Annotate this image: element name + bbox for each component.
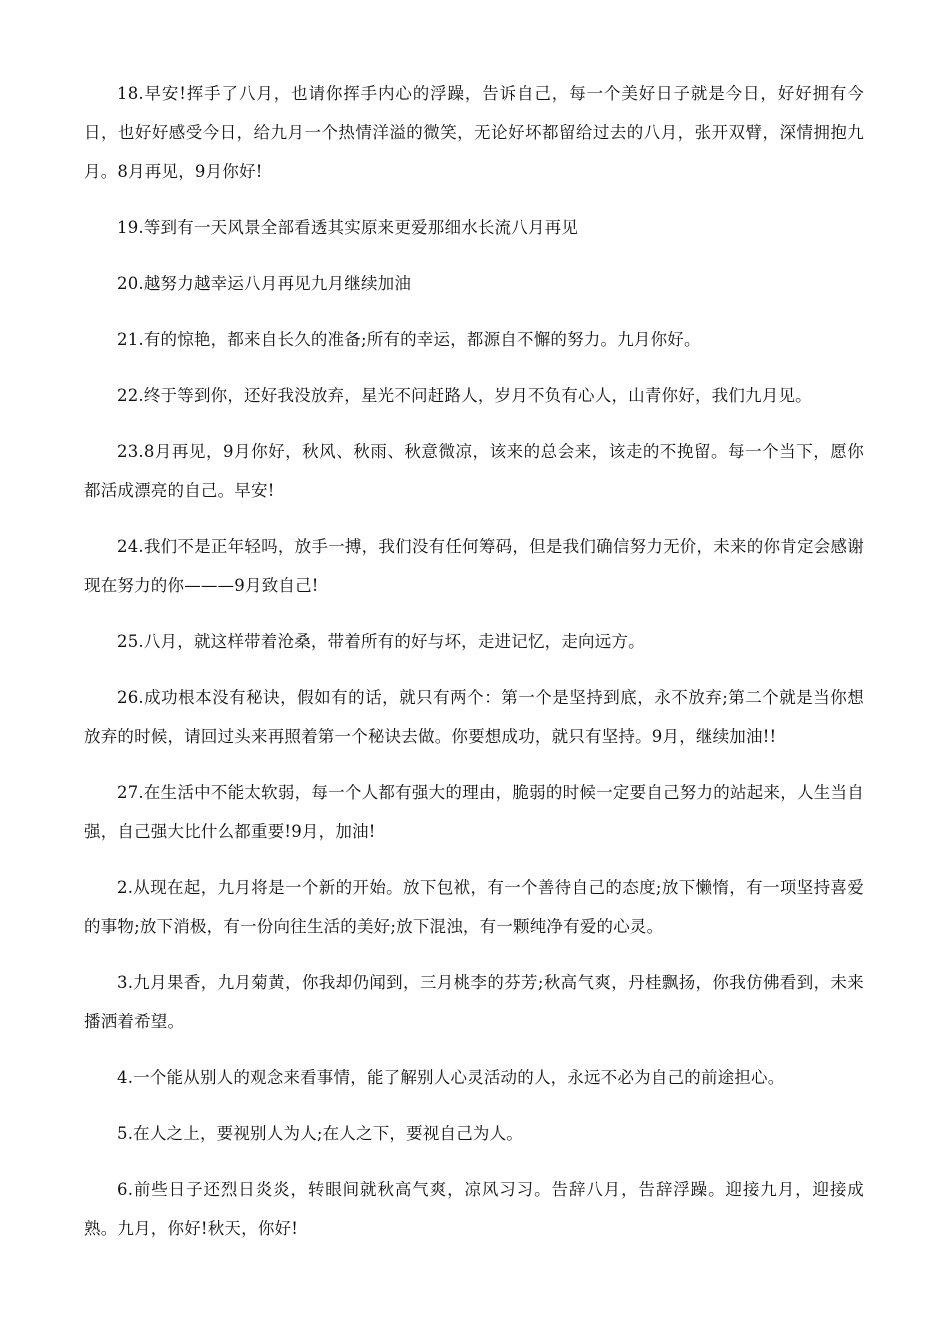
document-body [84,74,864,1265]
paragraph-18: 18.早安!挥手了八月，也请你挥手内心的浮躁，告诉自己，每一个美好日子就是今日，好好拥有今日，也好好感受今日，给九月一个热情洋溢的微笑，无论好坏都留给过去的八月，张开双臂，深情拥抱九月。8月再见，9月你好! [84,84,864,181]
paragraph-5: 5.在人之上，要视别人为人;在人之下，要视自己为人。 [117,1124,524,1143]
paragraph-25: 25.八月，就这样带着沧桑，带着所有的好与坏，走进记忆，走向远方。 [117,632,645,651]
paragraph-19: 19.等到有一天风景全部看透其实原来更爱那细水长流八月再见 [117,218,579,237]
paragraph-20: 20.越努力越幸运八月再见九月继续加油 [117,274,412,293]
paragraph-22: 22.终于等到你，还好我没放弃，星光不问赶路人，岁月不负有心人，山青你好，我们九月见。 [117,386,812,405]
paragraph-3: 3.九月果香，九月菊黄，你我却仍闻到，三月桃李的芬芳;秋高气爽，丹桂飘扬，你我仿佛看到，未来播洒着希望。 [84,973,864,1031]
paragraph-6: 6.前些日子还烈日炎炎，转眼间就秋高气爽，凉风习习。告辞八月，告辞浮躁。迎接九月，迎接成熟。九月，你好!秋天，你好! [84,1180,864,1238]
paragraph-23: 23.8月再见，9月你好，秋风、秋雨、秋意微凉，该来的总会来，该走的不挽留。每一个当下，愿你都活成漂亮的自己。早安! [84,442,864,500]
paragraph-26: 26.成功根本没有秘诀，假如有的话，就只有两个：第一个是坚持到底，永不放弃;第二个就是当你想放弃的时候，请回过头来再照着第一个秘诀去做。你要想成功，就只有坚持。9月，继续加油!! [84,688,864,746]
paragraph-27: 27.在生活中不能太软弱，每一个人都有强大的理由，脆弱的时候一定要自己努力的站起来，人生当自强，自己强大比什么都重要!9月，加油! [84,783,864,841]
paragraph-21: 21.有的惊艳，都来自长久的准备;所有的幸运，都源自不懈的努力。九月你好。 [117,330,701,349]
paragraph-2: 2.从现在起，九月将是一个新的开始。放下包袱，有一个善待自己的态度;放下懒惰，有一项坚持喜爱的事物;放下消极，有一份向往生活的美好;放下混浊，有一颗纯净有爱的心灵。 [84,878,864,936]
paragraph-24: 24.我们不是正年轻吗，放手一搏，我们没有任何筹码，但是我们确信努力无价，未来的你肯定会感谢现在努力的你———9月致自己! [84,537,864,595]
paragraph-4: 4.一个能从别人的观念来看事情，能了解别人心灵活动的人，永远不必为自己的前途担心。 [117,1068,785,1087]
